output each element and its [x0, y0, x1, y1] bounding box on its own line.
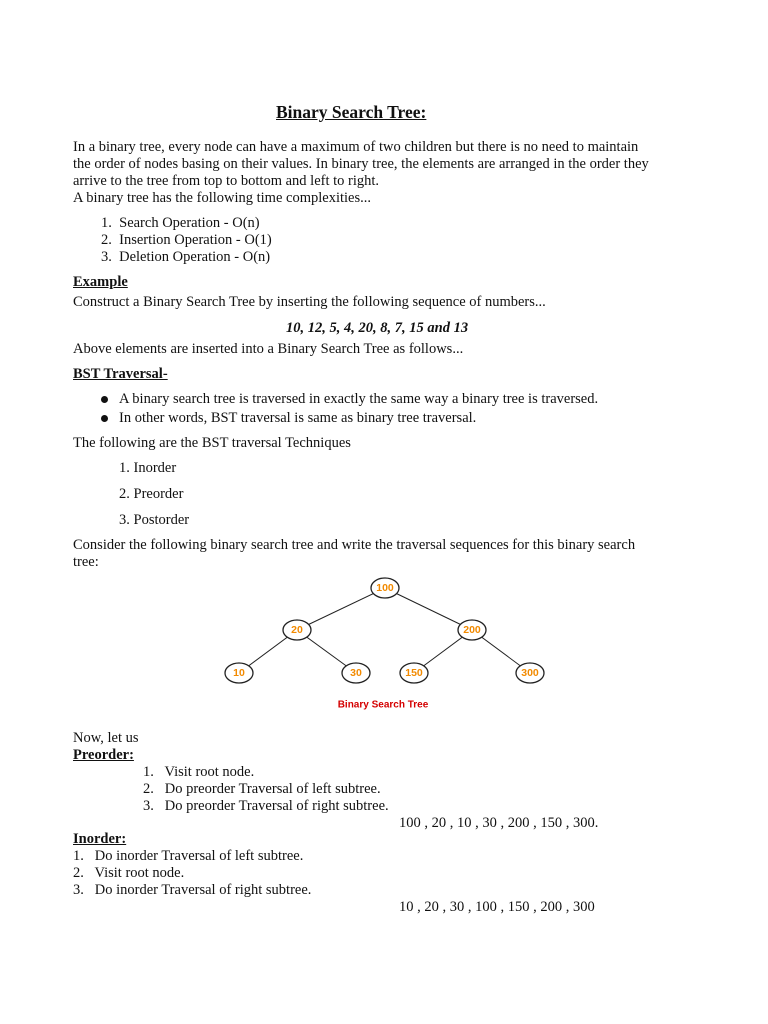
node-left-right-label: 30	[350, 667, 362, 679]
example-after: Above elements are inserted into a Binary Search Tree as follows...	[73, 341, 464, 357]
consider-line-2: tree:	[73, 554, 99, 570]
edge-100-200	[385, 588, 472, 630]
complexity-item: 1. Search Operation - O(n)	[101, 215, 260, 231]
node-right-right-label: 300	[521, 667, 539, 679]
intro-line-1: In a binary tree, every node can have a maximum of two children but there is no need to maintain	[73, 139, 639, 155]
inorder-heading: Inorder:	[73, 831, 127, 847]
page-title: Binary Search Tree:	[276, 102, 427, 122]
consider-line-1: Consider the following binary search tree and write the traversal sequences for this binary search	[73, 537, 636, 553]
preorder-step: 3. Do preorder Traversal of right subtree.	[143, 798, 389, 814]
intro-line-3: arrive to the tree from top to bottom and left to right.	[73, 173, 380, 189]
node-left-left-label: 10	[233, 667, 245, 679]
techniques-intro: The following are the BST traversal Techniques	[73, 435, 351, 451]
node-root-label: 100	[376, 582, 394, 594]
preorder-step: 1. Visit root node.	[143, 764, 255, 780]
inorder-result: 10 , 20 , 30 , 100 , 150 , 200 , 300	[399, 899, 595, 915]
traversal-bullet: A binary search tree is traversed in exactly the same way a binary tree is traversed.	[119, 391, 599, 407]
binary-search-tree-diagram	[210, 574, 560, 714]
traversal-bullet: In other words, BST traversal is same as binary tree traversal.	[119, 410, 477, 426]
traversal-heading: BST Traversal-	[73, 366, 168, 382]
node-right-left-label: 150	[405, 667, 423, 679]
now-text: Now, let us	[73, 730, 139, 746]
bullet-icon	[101, 415, 108, 422]
inorder-step: 1. Do inorder Traversal of left subtree.	[73, 848, 304, 864]
node-right-label: 200	[463, 624, 481, 636]
preorder-step: 2. Do preorder Traversal of left subtree.	[143, 781, 381, 797]
technique-item: 2. Preorder	[119, 486, 184, 502]
technique-item: 3. Postorder	[119, 512, 190, 528]
edge-100-20	[297, 588, 385, 630]
preorder-heading: Preorder:	[73, 747, 134, 763]
intro-line-4: A binary tree has the following time complexities...	[73, 190, 371, 206]
example-heading: Example	[73, 274, 128, 290]
preorder-result: 100 , 20 , 10 , 30 , 200 , 150 , 300.	[399, 815, 599, 831]
complexity-item: 2. Insertion Operation - O(1)	[101, 232, 272, 248]
example-text: Construct a Binary Search Tree by inserting the following sequence of numbers...	[73, 294, 546, 310]
bullet-icon	[101, 396, 108, 403]
inorder-step: 3. Do inorder Traversal of right subtree.	[73, 882, 312, 898]
intro-line-2: the order of nodes basing on their values. In binary tree, the elements are arranged in the order they	[73, 156, 649, 172]
example-sequence: 10, 12, 5, 4, 20, 8, 7, 15 and 13	[286, 320, 469, 336]
inorder-step: 2. Visit root node.	[73, 865, 185, 881]
complexity-item: 3. Deletion Operation - O(n)	[101, 249, 271, 265]
node-left-label: 20	[291, 624, 303, 636]
tree-caption: Binary Search Tree	[337, 699, 429, 711]
technique-item: 1. Inorder	[119, 460, 177, 476]
